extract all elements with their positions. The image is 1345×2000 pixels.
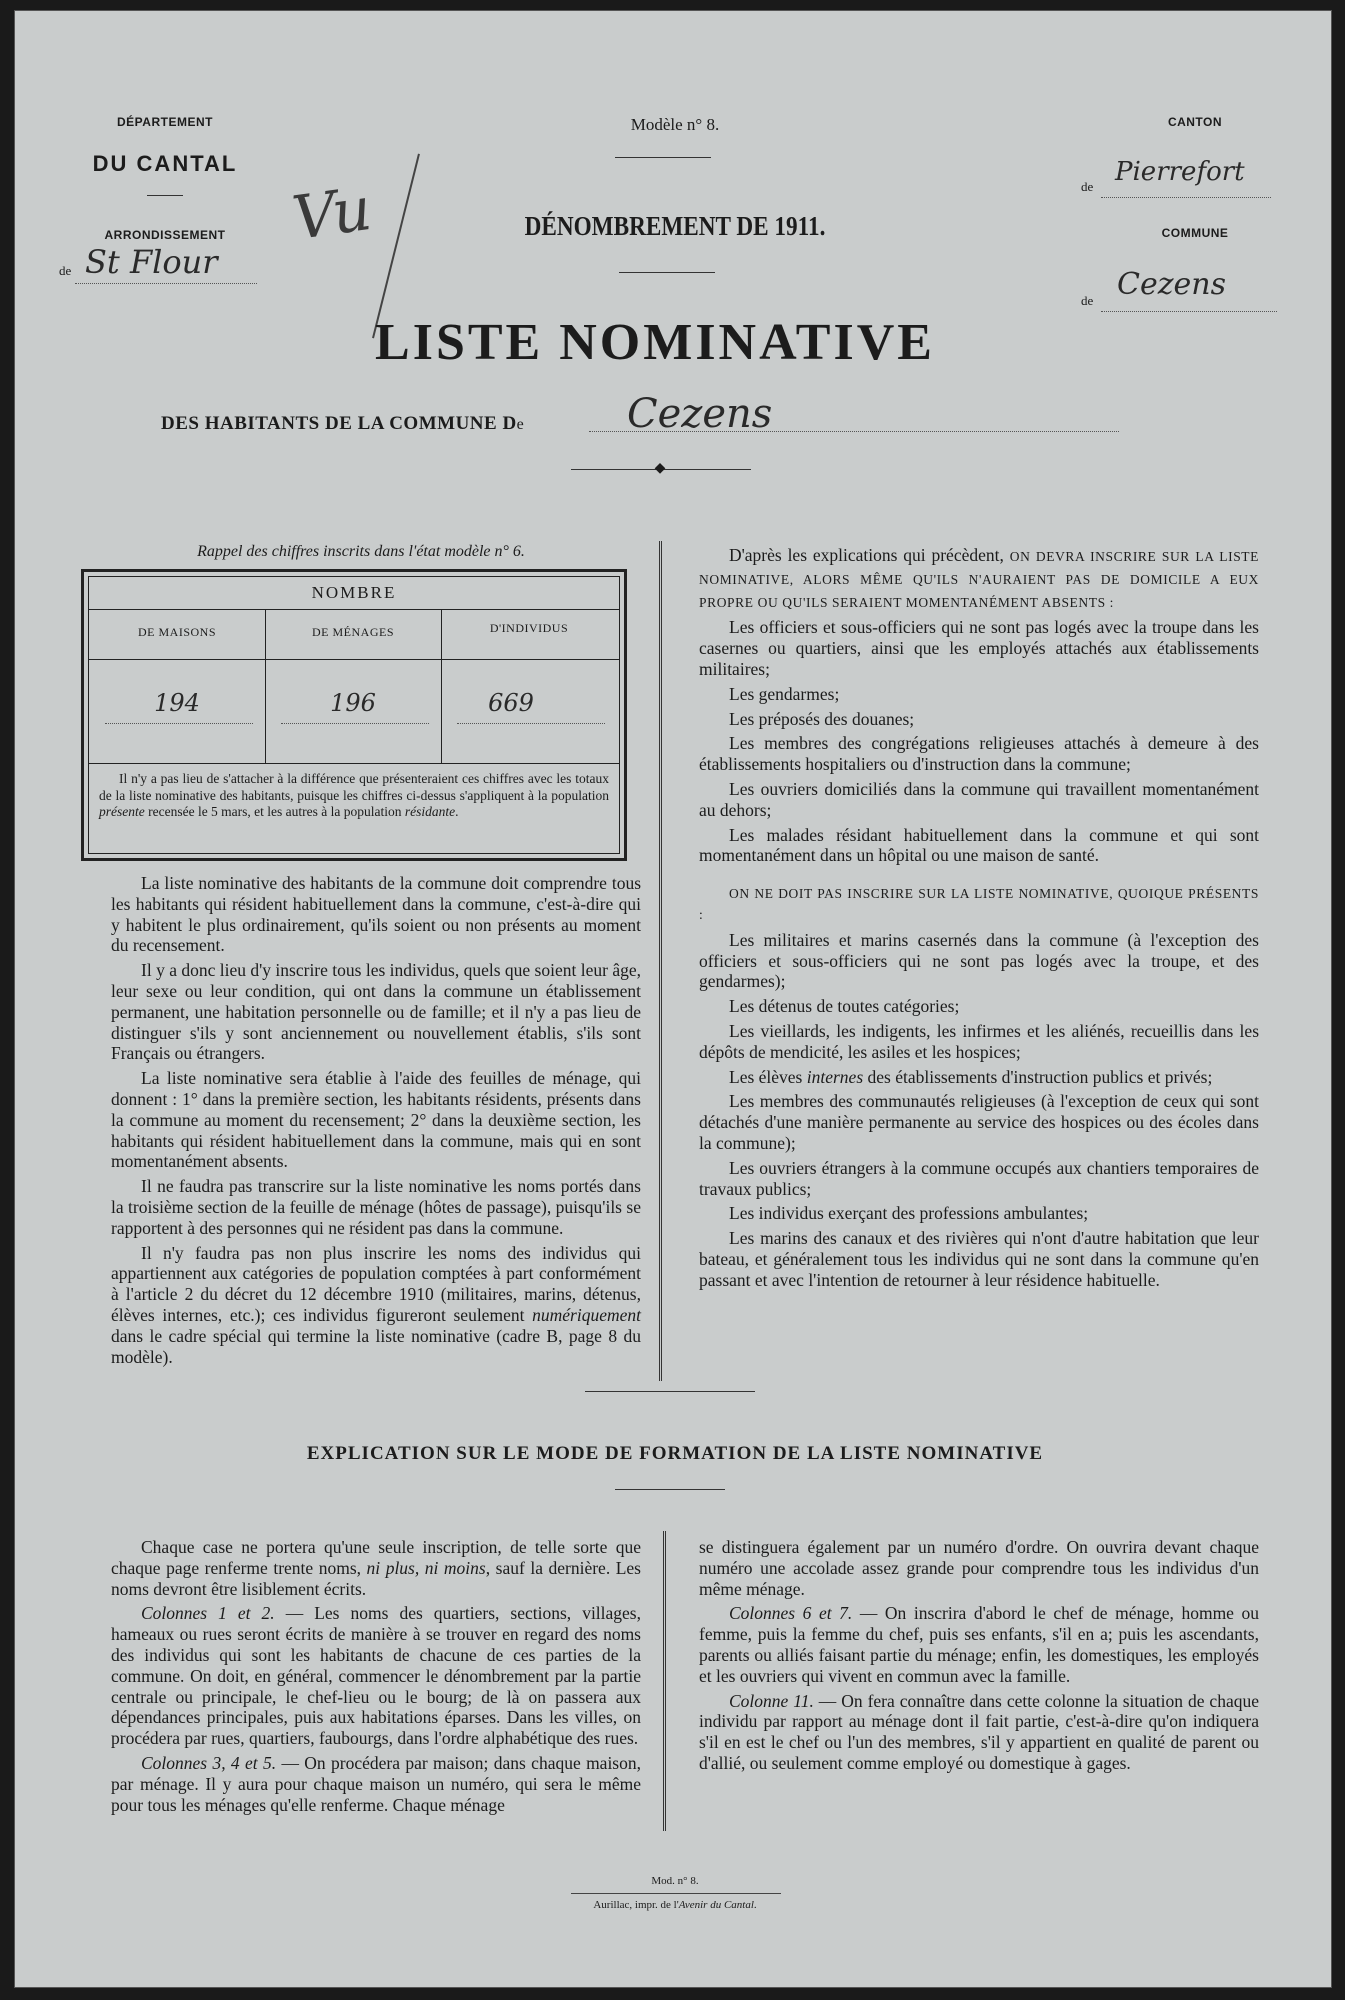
paragraph [111, 1537, 641, 1599]
paragraph [699, 1603, 1259, 1686]
emphasis: Colonnes 3, 4 et 5. [141, 1752, 277, 1773]
fill-line [1101, 197, 1271, 198]
rappel-inner-frame [88, 576, 620, 854]
fill-line [1101, 311, 1277, 312]
paragraph [111, 1603, 641, 1749]
divider [147, 195, 183, 196]
main-title: LISTE NOMINATIVE [375, 314, 935, 371]
title-subline [161, 413, 524, 435]
emphasis: numériquement [532, 1304, 641, 1325]
canton-prefix: de [1081, 179, 1094, 194]
list-item: Les gendarmes; [729, 683, 840, 704]
explication-left-column [111, 1537, 641, 1819]
nombre-heading: NOMBRE [311, 583, 397, 602]
text: — On fera connaître dans cette colonne la situation de chaque individu par rapport au ménage dont il fait partie, c'est-à-dire qu'on indiquera s'il en est le chef ou l'un des membres, s'il y appartient en qualité de parent ou d'allié, ou seulement comme employé ou domestique à gages. [699, 1690, 1259, 1773]
text: Il n'y faudra pas non plus inscrire les noms des individus qui appartiennent aux catégories de population comptées à part conformément à l'article 2 du décret du 12 décembre 1910 (militaires, marins, détenus, élèves internes, etc.); ces individus figureront seulement [111, 1242, 641, 1325]
ornament: ◆ [654, 461, 666, 476]
text: des établissements d'instruction publics et privés; [863, 1066, 1213, 1087]
census-page [14, 10, 1332, 1988]
text: dans le cadre spécial qui termine la liste nominative (cadre B, page 8 du modèle). [111, 1325, 641, 1367]
list-item [699, 1067, 1259, 1088]
text: — On inscrira d'abord le chef de ménage, homme ou femme, puis la femme du chef, puis ses enfants, s'il en a; puis les ascendants, parents ou alliés faisant partie du ménage; enfin, les domestiques, les employés et les ouvriers qui vivent en commun avec la famille. [699, 1603, 1259, 1686]
text: Aurillac, impr. de l' [593, 1899, 679, 1911]
arrondissement-label: ARRONDISSEMENT [104, 228, 226, 242]
explication-heading: EXPLICATION SUR LE MODE DE FORMATION DE LA LISTE NOMINATIVE [306, 1443, 1044, 1464]
fill-line [589, 431, 1119, 432]
paragraph: Il y a donc lieu d'y inscrire tous les individus, quels que soient leur âge, leur sexe ou leur condition, qui ont dans la commune un établissement permanent, une habitation personnelle ou de famille; et il n'y a pas lieu de distinguer s'ils y sont anciennement ou nouvellement établis, s'ils sont Français ou étrangers. [111, 960, 641, 1064]
column-separator [659, 541, 662, 1381]
divider [615, 157, 711, 158]
denombrement-heading: DÉNOMBREMENT DE 1911. [524, 211, 826, 241]
header-menages: DE MÉNAGES [312, 625, 394, 639]
note-emphasis: résidante [404, 804, 456, 819]
divider [585, 1391, 755, 1392]
rappel-caption: Rappel des chiffres inscrits dans l'état modèle n° 6. [197, 543, 525, 560]
value-maisons: 194 [154, 689, 200, 717]
value-individus: 669 [488, 689, 534, 717]
paragraph [111, 1243, 641, 1368]
divider [619, 272, 715, 273]
fill-line [457, 723, 605, 724]
list-item: Les membres des communautés religieuses (à l'exception de ceux qui sont détachés d'une manière permanente au service des hospices ou des écoles dans la commune); [699, 1091, 1259, 1153]
list-item: Les membres des congrégations religieuses attachés à demeure à des établissements hospitaliers ou d'instruction dans la commune; [699, 733, 1259, 775]
arrondissement-prefix: de [59, 263, 72, 278]
emphasis: Avenir du Cantal [678, 1899, 754, 1911]
column-separator [663, 1531, 666, 1831]
list-item: Les militaires et marins casernés dans la commune (à l'exception des officiers et sous-officiers qui ne sont pas logés avec la troupe, et des gendarmes); [699, 929, 1259, 992]
emphasis: Colonne 11. [729, 1690, 814, 1711]
text: — Les noms des quartiers, sections, villages, hameaux ou rues seront écrits de manière à se trouver en regard des noms des individus qui sont les habitants de chacune de ces parties de la commune. On doit, en général, commencer le dénombrement par la partie centrale ou principale, le chef-lieu ou le bourg; de là on passera aux dépendances principales, puis aux habitations éparses. Dans les villes, on procédera par rues, quartiers, faubourgs, dans l'ordre alphabétique des rues. [111, 1603, 641, 1749]
note-text: Il n'y a pas lieu de s'attacher à la différence que présenteraient ces chiffres avec les totaux de la liste nominative des habitants, puisque les chiffres ci-dessus s'appliquent à la population [99, 771, 609, 803]
divider [615, 1489, 725, 1490]
header-maisons: DE MAISONS [137, 625, 216, 639]
margin-handwritten-mark: Vu [288, 173, 376, 255]
left-column [111, 873, 641, 1371]
subline-suffix: e [516, 416, 525, 433]
value-menages: 196 [330, 689, 376, 717]
text: , sauf la dernière. Les noms devront être lisiblement écrits. [111, 1557, 641, 1599]
footer-rule [571, 1893, 781, 1894]
canton-label: CANTON [1167, 115, 1223, 129]
departement-label: DÉPARTEMENT [117, 115, 213, 129]
intro-paragraph [699, 545, 1259, 613]
text: Chaque case ne portera qu'une seule inscription, de telle sorte que chaque page renferme trente noms, [111, 1537, 641, 1578]
paragraph [111, 1753, 641, 1815]
fill-line [75, 283, 257, 284]
paragraph [699, 1691, 1259, 1774]
list-item: Les officiers et sous-officiers qui ne sont pas logés avec la troupe dans les casernes ou quartiers, ainsi que les employés attachés aux établissements militaires; [699, 617, 1259, 679]
departement-value: DU CANTAL [92, 151, 238, 176]
title-commune-handwritten: Cezens [627, 391, 773, 437]
commune-prefix: de [1081, 293, 1094, 308]
negative-heading: ON NE DOIT PAS INSCRIRE SUR LA LISTE NOMINATIVE, QUOIQUE PRÉSENTS : [699, 886, 1259, 922]
commune-handwritten: Cezens [1117, 267, 1226, 302]
subline-text: DES HABITANTS DE LA COMMUNE D [161, 413, 517, 434]
paragraph: se distinguera également par un numéro d'ordre. On ouvrira devant chaque numéro une accolade assez grande pour comprendre tous les individus d'un même ménage. [699, 1537, 1259, 1599]
emphasis: internes [806, 1066, 864, 1087]
list-item: Les vieillards, les indigents, les infirmes et les aliénés, recueillis dans les dépôts de mendicité, les asiles et les hospices; [699, 1020, 1259, 1062]
emphasis: ni plus, ni moins [366, 1557, 486, 1578]
fill-line [281, 723, 429, 724]
canton-handwritten: Pierrefort [1115, 157, 1245, 187]
row-rule [89, 659, 619, 660]
list-item: Les ouvriers domiciliés dans la commune qui travaillent momentanément au dehors; [699, 778, 1259, 820]
right-column [699, 545, 1259, 1295]
row-rule [89, 763, 619, 764]
list-item: Les malades résidant habituellement dans la commune et qui sont momentanément dans un hôpital ou une maison de santé. [699, 824, 1259, 866]
modele-number: Modèle n° 8. [630, 115, 720, 134]
list-item: Les individus exerçant des professions ambulantes; [729, 1203, 1089, 1224]
note-emphasis: présente [99, 804, 145, 819]
smallcaps-text: ON DEVRA INSCRIRE SUR LA LISTE NOMINATIVE, ALORS MÊME QU'ILS N'AURAIENT PAS DE DOMICILE A EUX PROPRE OU QU'ILS SERAIENT MOMENTANÉMENT ABSENTS : [699, 549, 1259, 610]
footer-model: Mod. n° 8. [651, 1875, 699, 1887]
margin-stroke [372, 154, 420, 339]
rappel-box [81, 569, 627, 861]
paragraph: La liste nominative sera établie à l'aide des feuilles de ménage, qui donnent : 1° dans la première section, les habitants résidents, présents dans la commune au moment du recensement; 2° dans la deuxième section, les habitants qui résident habituellement dans la commune, mais qui en sont momentanément absents. [111, 1068, 641, 1172]
emphasis: Colonnes 1 et 2. [141, 1603, 275, 1624]
rappel-note [99, 771, 609, 821]
text: . [753, 1899, 757, 1911]
list-item: Les préposés des douanes; [729, 708, 915, 729]
list-item: Les détenus de toutes catégories; [729, 996, 960, 1017]
commune-label: COMMUNE [1161, 226, 1229, 240]
list-item: Les marins des canaux et des rivières qui n'ont d'autre habitation que leur bateau, et généralement tous les individus qui ne sont dans la commune qu'en passant et avec l'intention de retourner à leur résidence habituelle. [699, 1228, 1259, 1290]
footer-printer [475, 1899, 875, 1911]
text: — On procédera par maison; dans chaque maison, par ménage. Il y aura pour chaque maison un numéro, qui sera le même pour tous les ménages qu'elle renferme. Chaque ménage [111, 1752, 641, 1815]
explication-right-column [699, 1537, 1259, 1778]
paragraph: La liste nominative des habitants de la commune doit comprendre tous les habitants qui résident habituellement dans la commune, c'est-à-dire qui y habitent le plus ordinairement, qu'ils soient ou non présents au moment du recensement. [111, 873, 641, 956]
text: Les élèves [729, 1066, 807, 1087]
note-text: recensée le 5 mars, et les autres à la population [144, 804, 405, 819]
list-item: Les ouvriers étrangers à la commune occupés aux chantiers temporaires de travaux publics; [699, 1157, 1259, 1199]
header-individus: D'INDIVIDUS [489, 621, 569, 635]
arrondissement-handwritten: St Flour [85, 243, 218, 281]
fill-line [105, 723, 253, 724]
note-text: . [455, 804, 459, 819]
text: D'après les explications qui précèdent, [729, 545, 1010, 565]
emphasis: Colonnes 6 et 7. [729, 1603, 853, 1624]
row-rule [89, 609, 619, 610]
paragraph: Il ne faudra pas transcrire sur la liste nominative les noms portés dans la troisième section de la feuille de ménage (hôtes de passage), puisqu'ils se rapportent à des personnes qui ne résident pas dans la commune. [111, 1176, 641, 1238]
